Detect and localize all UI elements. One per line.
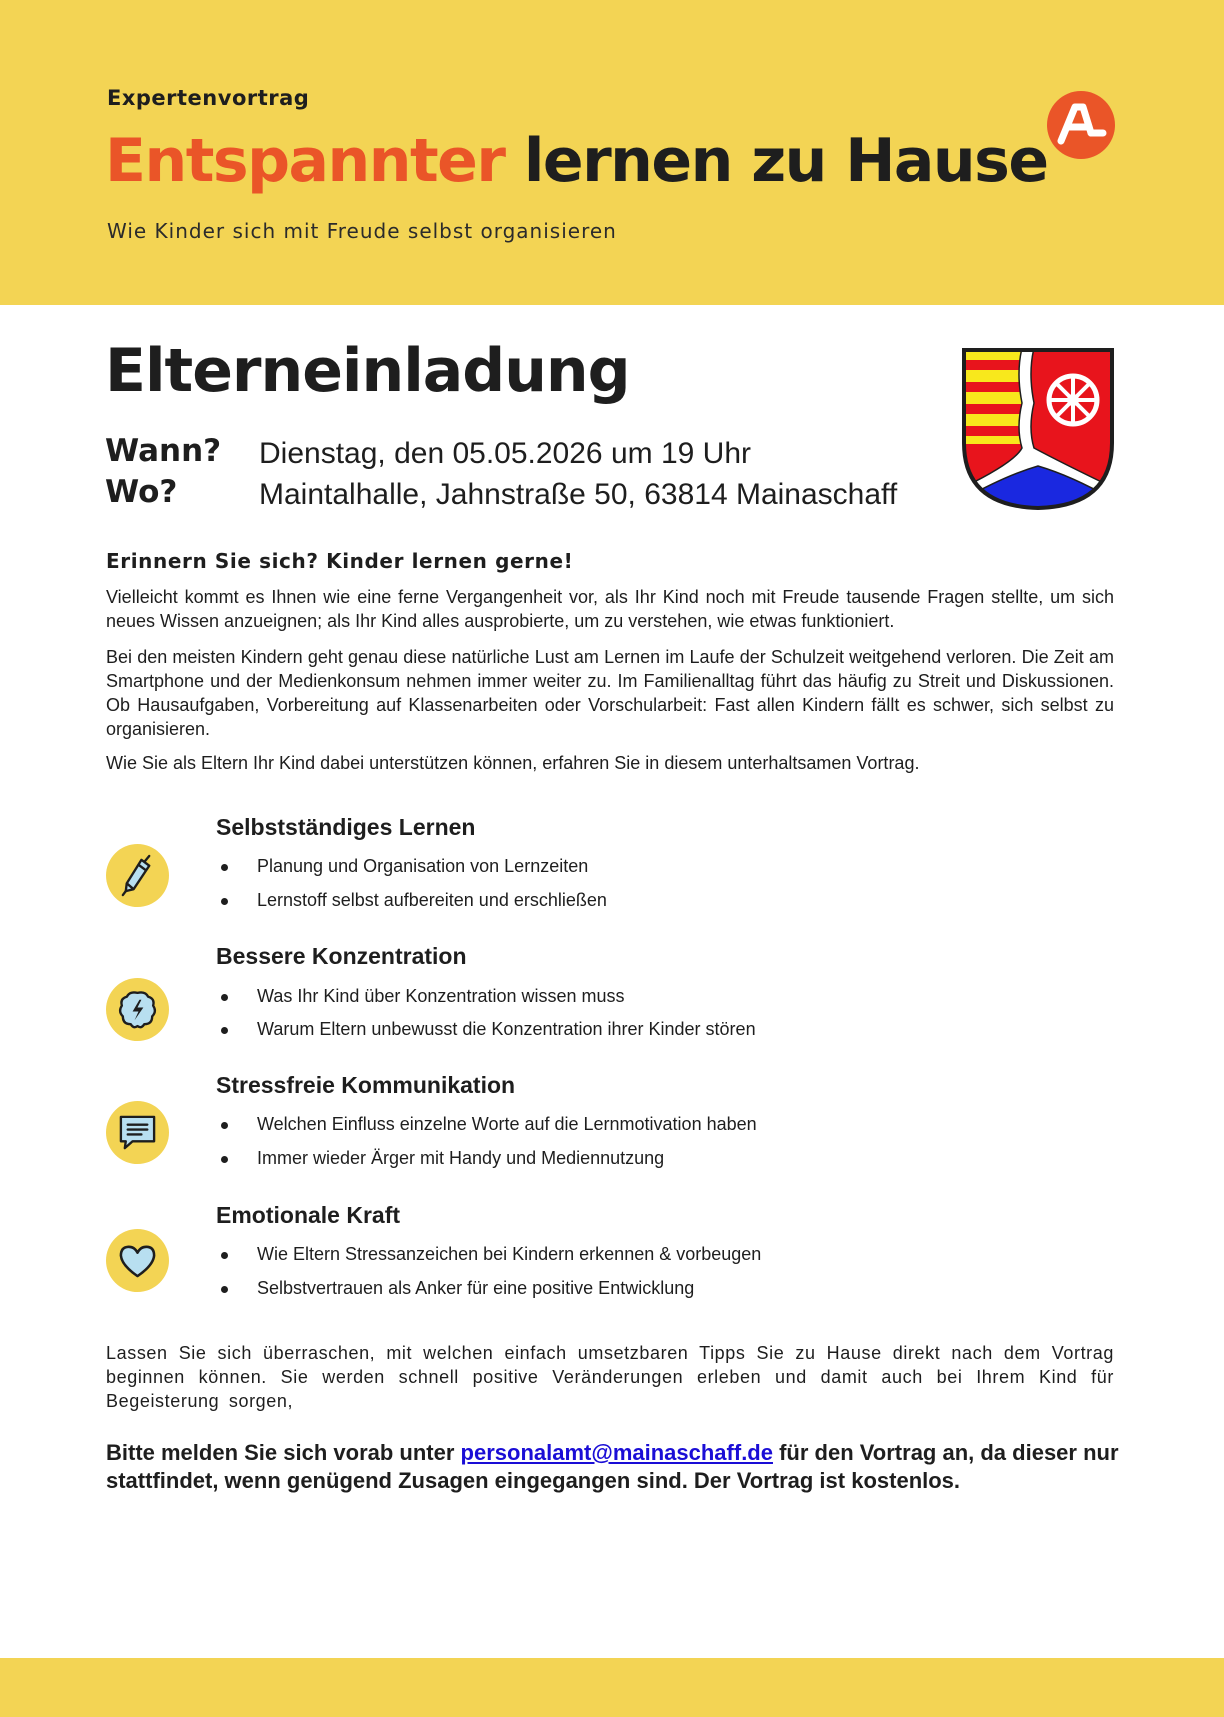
- footer-band: [0, 1658, 1224, 1717]
- al-logo-icon: [1047, 91, 1115, 159]
- topic-title: Stressfreie Kommunikation: [216, 1072, 516, 1098]
- when-label: Wann?: [105, 433, 222, 469]
- topic-title: Selbstständiges Lernen: [216, 814, 476, 840]
- where-label: Wo?: [105, 474, 178, 510]
- registration-text-after: für den Vortrag an, da dieser nur stattfindet, wenn genügend Zusagen eingegangen sind. Der Vortrag ist kostenlos.: [106, 1440, 1119, 1493]
- title-rest: lernen zu Hause: [523, 126, 1048, 196]
- closing-paragraph: Lassen Sie sich überraschen, mit welchen einfach umsetzbaren Tipps Sie zu Hause direkt nach dem Vortrag beginnen können. Sie werden schnell positive Veränderungen erleben und damit auch bei Ihrem Kind für Begeisterung sorgen,: [106, 1343, 1114, 1411]
- intro-paragraph: Vielleicht kommt es Ihnen wie eine ferne Vergangenheit vor, als Ihr Kind noch mit Freude tausende Fragen stellte, um sich neues Wissen anzueignen; als Ihr Kind alles ausprobierte, um zu verstehen, wie etwas funktioniert.: [106, 587, 1114, 631]
- intro-paragraph: Wie Sie als Eltern Ihr Kind dabei unterstützen können, erfahren Sie in diesem unterhaltsamen Vortrag.: [106, 753, 920, 773]
- coat-of-arms-icon: [962, 348, 1114, 510]
- intro-heading: Erinnern Sie sich? Kinder lernen gerne!: [106, 549, 574, 573]
- title-accent: Entspannter: [105, 126, 505, 196]
- page-title: [105, 126, 1048, 196]
- email-link[interactable]: personalamt@mainaschaff.de: [460, 1440, 773, 1465]
- topic-title: Bessere Konzentration: [216, 943, 467, 969]
- pen-icon: [106, 844, 169, 907]
- eyebrow-label: Expertenvortrag: [107, 86, 310, 110]
- intro-paragraph: Bei den meisten Kindern geht genau diese natürliche Lust am Lernen im Laufe der Schulzeit weitgehend verloren. Die Zeit am Smartphone und der Medienkonsum nehmen immer weiter zu. Im Familienalltag führt das häufig zu Streit und Diskussionen. Ob Hausaufgaben, Vorbereitung auf Klassenarbeiten oder Vorschularbeit: Fast allen Kindern fällt es schwer, sich selbst zu organisieren.: [106, 647, 1114, 739]
- where-value: Maintalhalle, Jahnstraße 50, 63814 Mainaschaff: [259, 478, 898, 511]
- chat-icon: [106, 1101, 169, 1164]
- header-band: [0, 0, 1224, 305]
- page-subtitle: Wie Kinder sich mit Freude selbst organisieren: [107, 219, 617, 243]
- when-value: Dienstag, den 05.05.2026 um 19 Uhr: [259, 437, 751, 470]
- heart-icon: [106, 1229, 169, 1292]
- brain-icon: [106, 978, 169, 1041]
- registration-note: [106, 1439, 1136, 1495]
- topic-title: Emotionale Kraft: [216, 1202, 401, 1228]
- registration-text-before: Bitte melden Sie sich vorab unter: [106, 1440, 461, 1465]
- invitation-heading: Elterneinladung: [105, 336, 630, 406]
